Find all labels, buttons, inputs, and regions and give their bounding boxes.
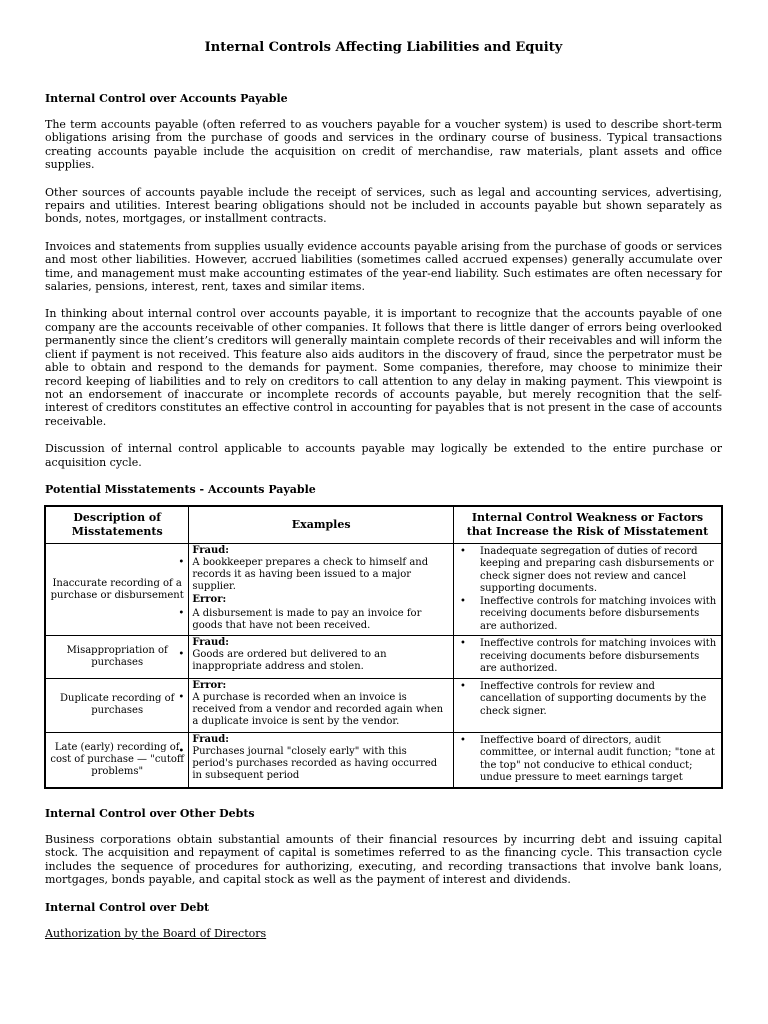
weakness-cell xyxy=(453,543,722,636)
misstatements-table xyxy=(44,505,723,789)
page-title: Internal Controls Affecting Liabilities and Equity xyxy=(204,40,563,55)
list-item: • Ineffective board of directors, audit committee, or internal audit function; "tone at the top" not conducive to ethical conduct; undue pressure to meet earnings target xyxy=(480,735,717,785)
paragraph: Invoices and statements from supplies usually evidence accounts payable arising from the purchase of goods or services and most other liabilities. However, accrued liabilities (sometimes called accrued expenses) generally accumulate over time, and management must make accounting estimates of the year-end liability. Such estimates are often necessary for salaries, pensions, interest, rent, taxes and similar items. xyxy=(45,239,722,294)
paragraph: The term accounts payable (often referred to as vouchers payable for a voucher system) is used to describe short-term obligations arising from the purchase of goods and services in the ordinary course of business. Typical transactions creating accounts payable include the acquisition on credit of merchandise, raw materials, plant assets and office supplies. xyxy=(45,118,722,172)
document-page xyxy=(45,38,722,941)
error-label: Error: xyxy=(192,679,227,691)
authorization-subheading: Authorization by the Board of Directors xyxy=(45,926,267,940)
section-heading-potential-misstatements: Potential Misstatements - Accounts Payable xyxy=(45,482,316,496)
column-header-weakness: Internal Control Weakness or Factors that Increase the Risk of Misstatement xyxy=(453,506,722,544)
fraud-label: Fraud: xyxy=(192,637,229,649)
list-item: • Ineffective controls for matching invoices with receiving documents before disbursements are authorized. xyxy=(480,638,717,676)
weakness-cell xyxy=(453,732,722,788)
paragraph: Discussion of internal control applicable to accounts payable may logically be extended to the entire purchase or acquisition cycle. xyxy=(45,442,722,469)
examples-cell xyxy=(189,543,454,636)
section-heading-debt: Internal Control over Debt xyxy=(45,900,210,914)
description-cell: Inaccurate recording of a purchase or disbursement xyxy=(45,543,189,636)
list-item: • A bookkeeper prepares a check to himself and records it as having been issued to a major supplier. xyxy=(192,557,450,593)
list-item: • A disbursement is made to pay an invoice for goods that have not been received. xyxy=(192,608,450,632)
error-label: Error: xyxy=(192,593,227,605)
paragraph: In thinking about internal control over accounts payable, it is important to recognize that the accounts payable of one company are the accounts receivable of other companies. It follows that there is little danger of errors being overlooked permanently since the client’s creditors will generally maintain complete records of their receivables and will inform the client if payment is not received. This feature also aids auditors in the discovery of fraud, since the perpetrator must be able to obtain and respond to the demands for payment. Some companies, therefore, may choose to minimize their record keeping of liabilities and to rely on creditors to call attention to any delay in making payment. This viewpoint is not an endorsement of inaccurate or incomplete records of accounts payable, but merely recognition that the self-interest of creditors constitutes an effective control in accounting for payables that is not present in the case of accounts receivable. xyxy=(45,307,722,428)
weakness-cell xyxy=(453,678,722,732)
description-cell: Late (early) recording of cost of purchase — "cutoff problems" xyxy=(45,732,189,788)
paragraph: Business corporations obtain substantial amounts of their financial resources by incurring debt and issuing capital stock. The acquisition and repayment of capital is sometimes referred to as the financing cycle. This transaction cycle includes the sequence of procedures for authorizing, executing, and recording transactions that involve bank loans, mortgages, bonds payable, and capital stock as well as the payment of interest and dividends. xyxy=(45,832,722,887)
examples-cell xyxy=(189,732,454,788)
description-cell: Duplicate recording of purchases xyxy=(45,678,189,732)
table-row xyxy=(45,732,722,788)
paragraph: Other sources of accounts payable include the receipt of services, such as legal and accounting services, advertising, repairs and utilities. Interest bearing obligations should not be included in accounts payable but shown separately as bonds, notes, mortgages, or installment contracts. xyxy=(45,185,722,226)
weakness-cell xyxy=(453,636,722,679)
examples-cell xyxy=(189,636,454,679)
list-item: • Purchases journal "closely early" with this period's purchases recorded as having occurred in subsequent period xyxy=(192,746,450,782)
fraud-label: Fraud: xyxy=(192,544,229,556)
list-item: • A purchase is recorded when an invoice is received from a vendor and recorded again when a duplicate invoice is sent by the vendor. xyxy=(192,692,450,728)
examples-cell xyxy=(189,678,454,732)
list-item: • Inadequate segregation of duties of record keeping and preparing cash disbursements or check signer does not review and cancel supporting documents. xyxy=(480,546,717,596)
fraud-label: Fraud: xyxy=(192,733,229,745)
table-row xyxy=(45,543,722,636)
table-row xyxy=(45,636,722,679)
table-row xyxy=(45,678,722,732)
list-item: • Ineffective controls for review and cancellation of supporting documents by the check signer. xyxy=(480,681,717,719)
section-heading-accounts-payable: Internal Control over Accounts Payable xyxy=(45,92,288,105)
column-header-examples: Examples xyxy=(189,506,454,544)
table-header-row xyxy=(45,506,722,544)
column-header-description: Description of Misstatements xyxy=(45,506,189,544)
list-item: • Ineffective controls for matching invoices with receiving documents before disbursements are authorized. xyxy=(480,596,717,634)
section-heading-other-debts: Internal Control over Other Debts xyxy=(45,806,255,820)
list-item: • Goods are ordered but delivered to an inappropriate address and stolen. xyxy=(192,649,450,673)
description-cell: Misappropriation of purchases xyxy=(45,636,189,679)
